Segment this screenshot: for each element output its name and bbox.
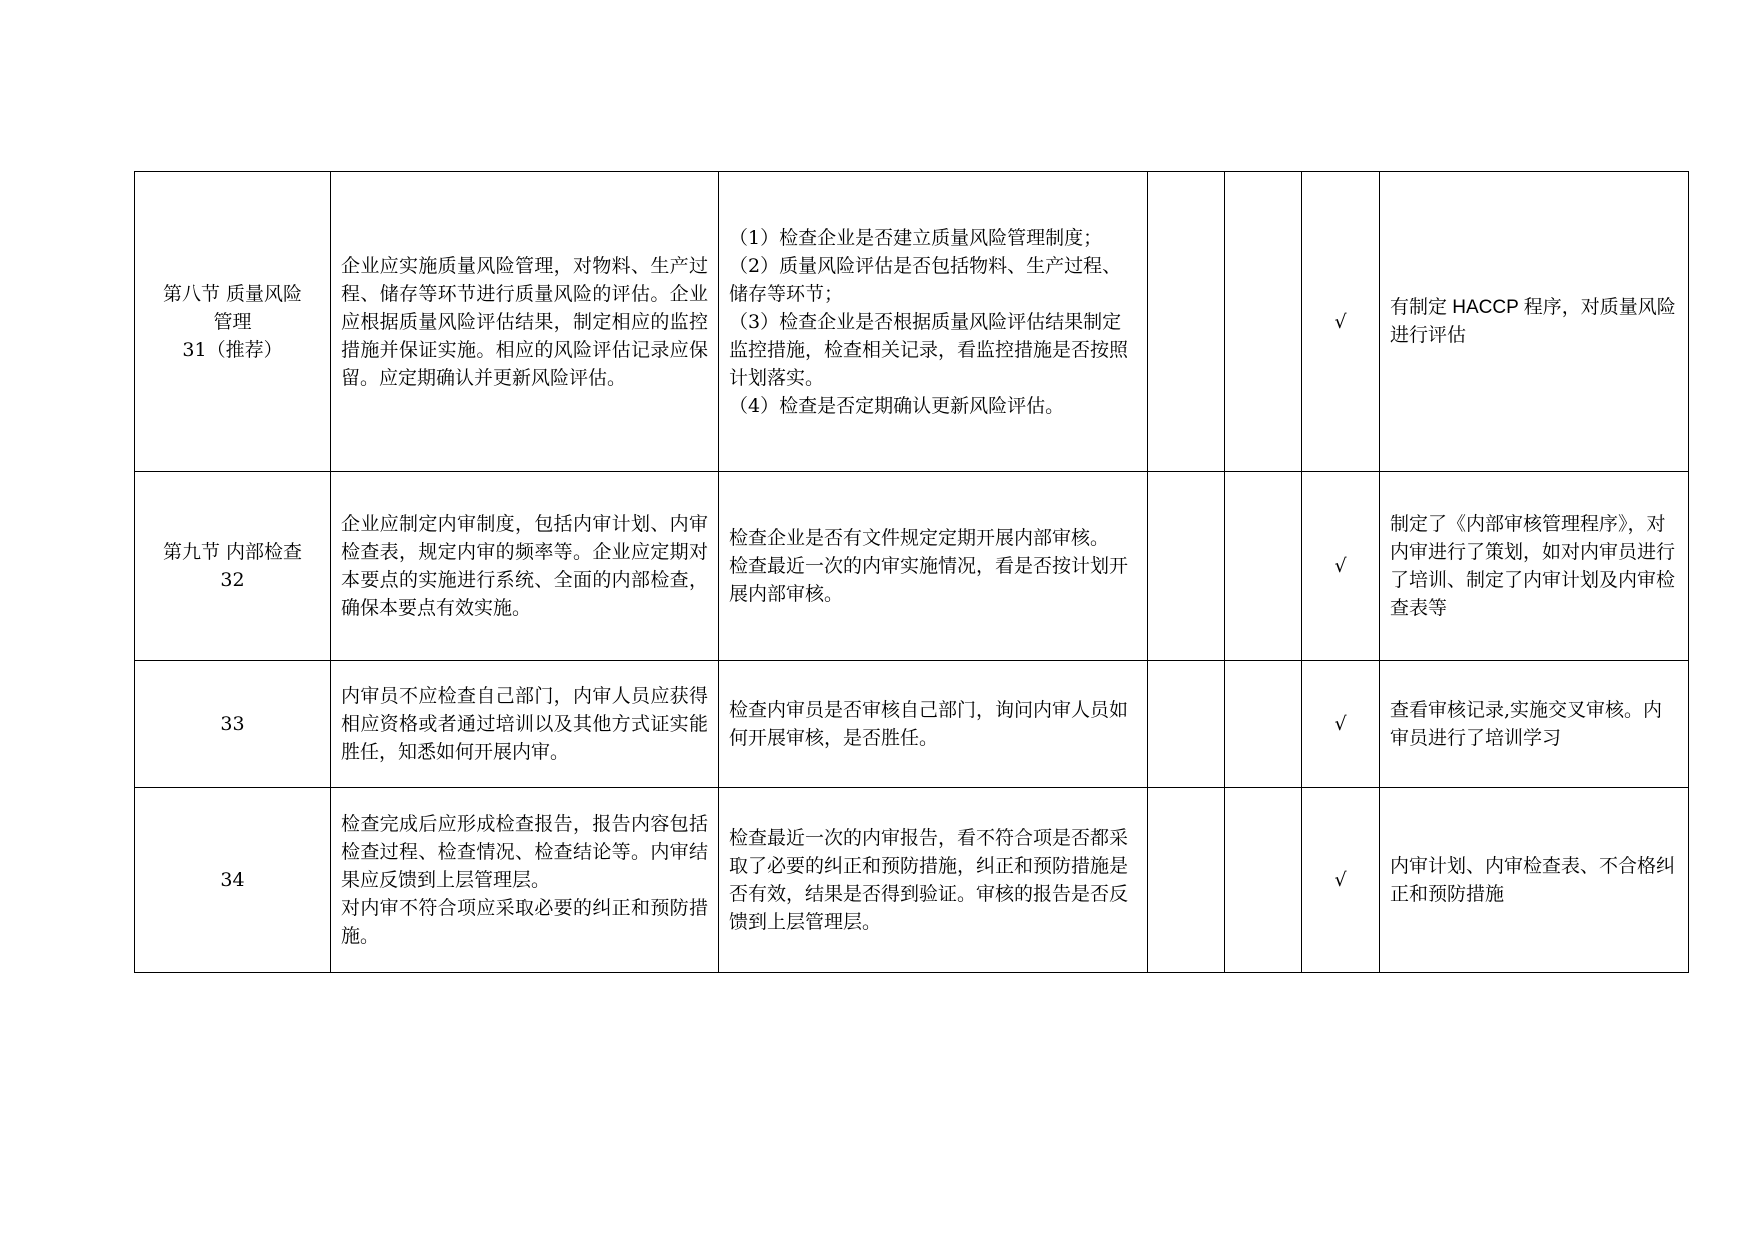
check-mark: √ [1302, 788, 1380, 973]
method-line: 检查最近一次的内审实施情况，看是否按计划开展内部审核。 [729, 555, 1129, 605]
empty-cell [1148, 788, 1225, 973]
note-cell: 有制定 HACCP 程序，对质量风险进行评估 [1380, 172, 1689, 472]
check-mark: √ [1302, 661, 1380, 788]
method-line: （3）检查企业是否根据质量风险评估结果制定监控措施，检查相关记录，看监控措施是否按照计划落实。 [729, 310, 1129, 389]
empty-cell [1225, 661, 1302, 788]
empty-cell [1225, 472, 1302, 661]
section-line: 管理 [213, 310, 252, 333]
method-line: 检查企业是否有文件规定定期开展内部审核。 [729, 527, 1110, 549]
method-cell [719, 788, 1148, 973]
empty-cell [1148, 172, 1225, 472]
method-line: （2）质量风险评估是否包括物料、生产过程、储存等环节； [729, 254, 1122, 305]
requirement-line: 检查完成后应形成检查报告，报告内容包括检查过程、检查情况、检查结论等。内审结果应反馈到上层管理层。 [341, 813, 708, 891]
method-line: 检查内审员是否审核自己部门，询问内审人员如何开展审核，是否胜任。 [729, 699, 1129, 749]
method-line: 检查最近一次的内审报告，看不符合项是否都采取了必要的纠正和预防措施，纠正和预防措施是否有效，结果是否得到验证。审核的报告是否反馈到上层管理层。 [729, 827, 1129, 933]
requirement-cell: 企业应实施质量风险管理，对物料、生产过程、储存等环节进行质量风险的评估。企业应根据质量风险评估结果，制定相应的监控措施并保证实施。相应的风险评估记录应保留。应定期确认并更新风险评估。 [331, 172, 719, 472]
requirement-cell [331, 788, 719, 973]
section-cell [135, 661, 331, 788]
section-line: 第八节 质量风险 [162, 282, 303, 305]
method-cell [719, 661, 1148, 788]
section-line: 34 [220, 869, 245, 891]
table-row [135, 172, 1689, 472]
check-mark: √ [1302, 172, 1380, 472]
requirement-line: 对内审不符合项应采取必要的纠正和预防措施。 [341, 897, 708, 947]
empty-cell [1148, 472, 1225, 661]
audit-checklist-table [134, 171, 1689, 973]
requirement-cell: 内审员不应检查自己部门，内审人员应获得相应资格或者通过培训以及其他方式证实能胜任，知悉如何开展内审。 [331, 661, 719, 788]
empty-cell [1225, 172, 1302, 472]
empty-cell [1148, 661, 1225, 788]
note-cell: 内审计划、内审检查表、不合格纠正和预防措施 [1380, 788, 1689, 973]
method-line: （1）检查企业是否建立质量风险管理制度； [729, 226, 1103, 249]
section-line: 33 [220, 713, 245, 735]
method-cell [719, 472, 1148, 661]
method-line: （4）检查是否定期确认更新风险评估。 [729, 394, 1065, 417]
section-line: 第九节 内部检查 [162, 541, 303, 563]
section-line: 32 [220, 569, 245, 591]
section-cell [135, 788, 331, 973]
section-cell [135, 472, 331, 661]
note-cell: 查看审核记录,实施交叉审核。内审员进行了培训学习 [1380, 661, 1689, 788]
table-row [135, 788, 1689, 973]
empty-cell [1225, 788, 1302, 973]
method-cell [719, 172, 1148, 472]
section-line: 31（推荐） [182, 338, 283, 361]
table-row [135, 472, 1689, 661]
table-row [135, 661, 1689, 788]
requirement-cell: 企业应制定内审制度，包括内审计划、内审检查表，规定内审的频率等。企业应定期对本要点的实施进行系统、全面的内部检查，确保本要点有效实施。 [331, 472, 719, 661]
check-mark: √ [1302, 472, 1380, 661]
section-cell [135, 172, 331, 472]
note-cell: 制定了《内部审核管理程序》，对内审进行了策划，如对内审员进行了培训、制定了内审计划及内审检查表等 [1380, 472, 1689, 661]
